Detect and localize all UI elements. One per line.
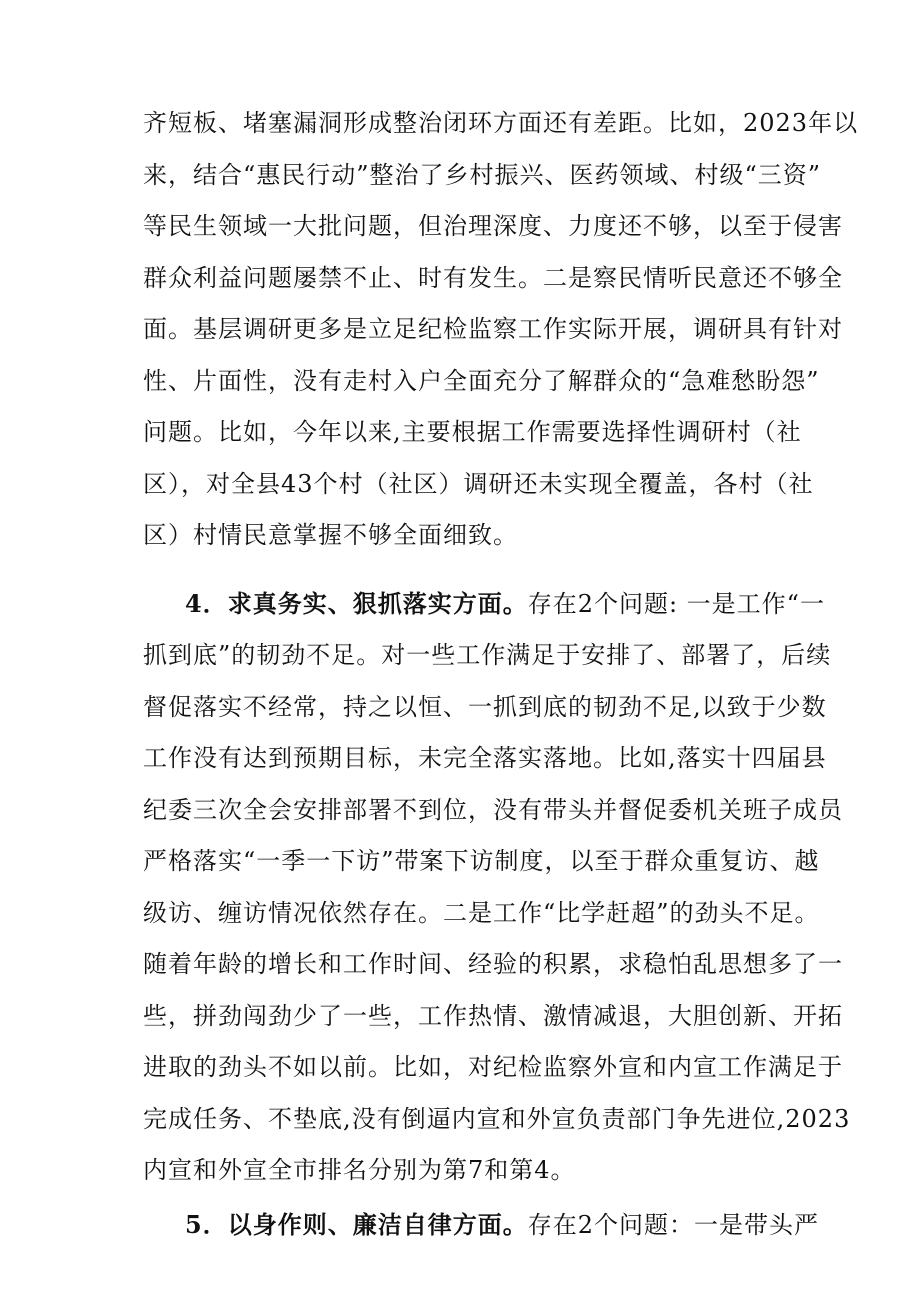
- paragraph-line: 纪委三次全会安排部署不到位，没有带头并督促委机关班子成员: [143, 796, 843, 824]
- paragraph-line: 随着年龄的增长和工作时间、经验的积累，求稳怕乱思想多了一: [143, 950, 843, 978]
- paragraph-line: 工作没有达到预期目标，未完全落实落地。比如,落实十四届县: [143, 744, 827, 772]
- paragraph-line: 进取的劲头不如以前。比如，对纪检监察外宣和内宣工作满足于: [143, 1053, 843, 1081]
- paragraph-line: 督促落实不经常，持之以恒、一抓到底的韧劲不足,以致于少数: [143, 693, 827, 721]
- paragraph-line: 等民生领域一大批问题，但治理深度、力度还不够，以至于侵害: [143, 212, 843, 240]
- paragraph-line: 些，拼劲闯劲少了一些，工作热情、激情减退，大胆创新、开拓: [143, 1002, 843, 1030]
- section-5-heading: 5．以身作则、廉洁自律方面。: [185, 1210, 528, 1239]
- paragraph-line: 内宣和外宣全市排名分别为第7和第4。: [143, 1156, 576, 1184]
- paragraph-line: 区）村情民意掌握不够全面细致。: [143, 521, 518, 549]
- paragraph-line: 抓到底”的韧劲不足。对一些工作满足于安排了、部署了，后续: [143, 641, 832, 669]
- paragraph-line: 严格落实“一季一下访”带案下访制度，以至于群众重复访、越: [143, 847, 820, 875]
- paragraph-line: 性、片面性，没有走村入户全面充分了解群众的“急难愁盼怨”: [143, 367, 820, 395]
- section-4-first-line: [185, 589, 845, 619]
- paragraph-line: 级访、缠访情况依然存在。二是工作“比学赶超”的劲头不足。: [143, 899, 820, 927]
- section-4-text: 存在2个问题: 一是工作“一: [527, 590, 825, 618]
- paragraph-line: 群众利益问题屡禁不止、时有发生。二是察民情听民意还不够全: [143, 264, 843, 292]
- paragraph-line: 完成任务、不垫底,没有倒逼内宣和外宣负责部门争先进位,2023: [143, 1105, 851, 1133]
- section-5-first-line: [185, 1210, 845, 1240]
- paragraph-line: 来，结合“惠民行动”整治了乡村振兴、医药领域、村级“三资”: [143, 161, 822, 189]
- section-5-text: 存在2个问题：一是带头严: [527, 1211, 819, 1239]
- paragraph-line: 区），对全县43个村（社区）调研还未实现全覆盖，各村（社: [143, 470, 814, 498]
- paragraph-line: 问题。比如，今年以来,主要根据工作需要选择性调研村（社: [143, 418, 802, 446]
- section-4-heading: 4．求真务实、狠抓落实方面。: [185, 589, 528, 618]
- paragraph-line: 齐短板、堵塞漏洞形成整治闭环方面还有差距。比如，2023年以: [143, 109, 859, 137]
- paragraph-line: 面。基层调研更多是立足纪检监察工作实际开展，调研具有针对: [143, 315, 843, 343]
